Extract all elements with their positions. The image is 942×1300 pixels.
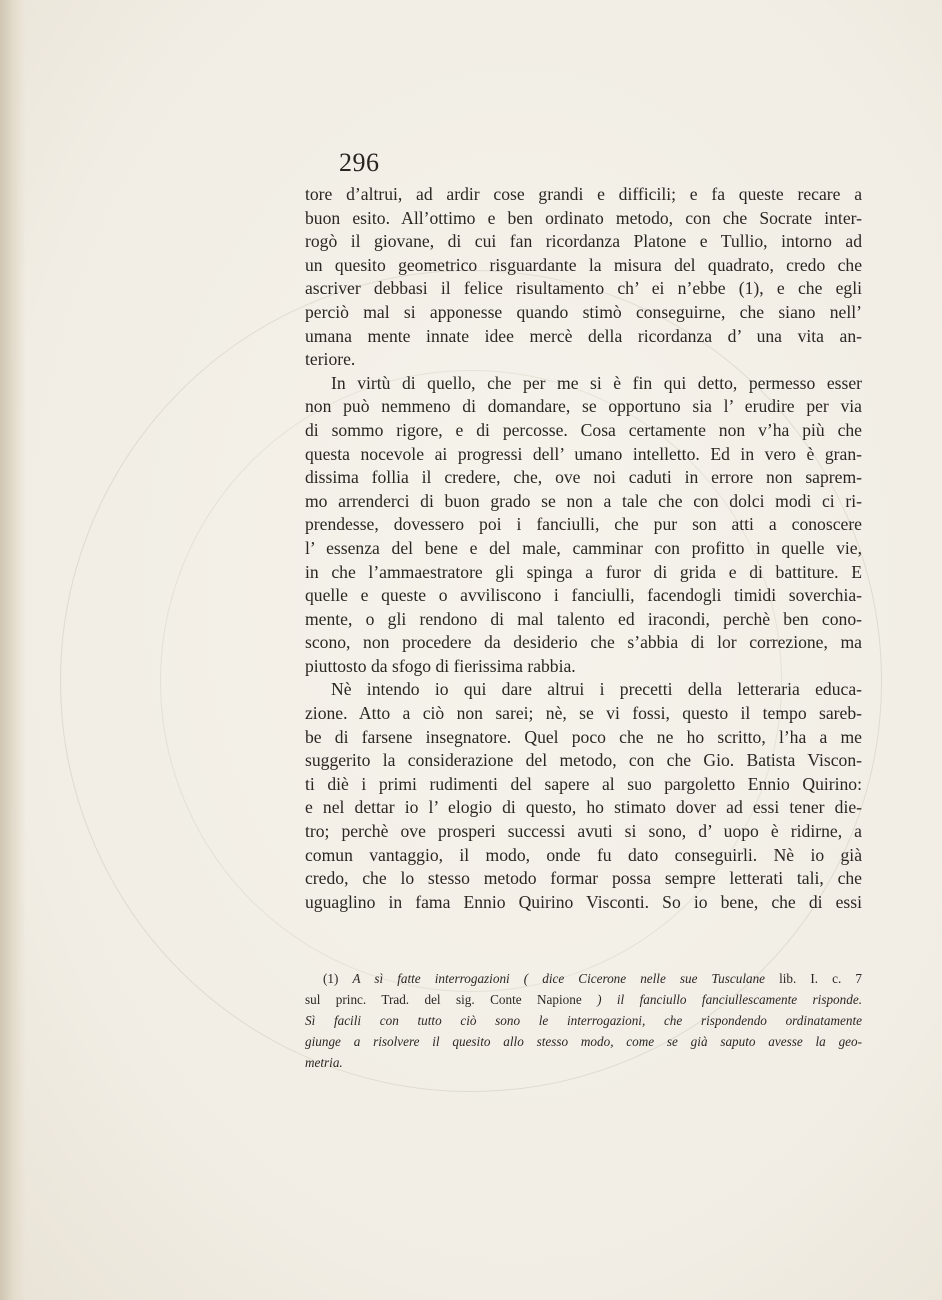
text-line: In virtù di quello, che per me si è fin qui detto, permesso esser	[331, 372, 862, 393]
text-line: Nè intendo io qui dare altrui i precetti della letteraria educa-	[331, 679, 862, 700]
text-line: be di farsene insegnatore. Quel poco che ne ho scritto, l’ha a me	[305, 726, 862, 747]
footnote	[305, 968, 862, 1073]
page-number: 296	[339, 148, 380, 177]
text-line: comun vantaggio, il modo, onde fu dato conseguirli. Nè io già	[305, 844, 862, 865]
text-line: piuttosto da sfogo di fierissima rabbia.	[305, 655, 576, 676]
text-line: suggerito la considerazione del metodo, con che Gio. Batista Viscon-	[305, 750, 862, 771]
text-line: mente, o gli rendono di mal talento ed iracondi, perchè ben cono-	[305, 608, 862, 629]
text-line: un quesito geometrico risguardante la misura del quadrato, credo che	[305, 254, 862, 275]
footnote-segment: lib. I. c. 7	[765, 971, 862, 986]
text-line: quelle e queste o avviliscono i fanciulli, facendogli timidi soverchia-	[305, 585, 862, 606]
text-line: dissima follia il credere, che, ove noi caduti in errore non saprem-	[305, 467, 862, 488]
text-line: prendesse, dovessero poi i fanciulli, che pur son atti a conoscere	[305, 514, 862, 535]
footnote-line	[305, 968, 862, 989]
text-line: tore d’altrui, ad ardir cose grandi e difficili; e fa queste recare a	[305, 184, 862, 204]
footnote-segment: metria.	[305, 1055, 343, 1070]
paragraph	[305, 183, 862, 372]
footnote-segment: A sì fatte interrogazioni ( dice Cicerone nelle sue Tusculane	[352, 971, 766, 986]
text-line: ti diè i primi rudimenti del sapere al suo pargoletto Ennio Quirino:	[305, 773, 862, 794]
text-line: e nel dettar io l’ elogio di questo, ho stimato dover ad essi tener die-	[305, 797, 862, 818]
text-line: ascriver debbasi il felice risultamento ch’ ei n’ebbe (1), e che egli	[305, 278, 862, 299]
footnote-segment: sul princ. Trad. del sig. Conte Napione	[305, 992, 598, 1007]
text-line: l’ essenza del bene e del male, camminar con profitto in quelle vie,	[305, 537, 862, 558]
text-line: perciò mal si apponesse quando stimò conseguirne, che siano nell’	[305, 301, 862, 322]
page-edge-shadow	[0, 0, 26, 1300]
footnote-line	[305, 1052, 862, 1073]
paragraph	[305, 372, 862, 679]
text-line: mo arrenderci di buon grado se non a tale che con dolci modi ci ri-	[305, 490, 862, 511]
footnote-segment: Sì facili con tutto ciò sono le interrogazioni, che rispondendo ordinatamente	[305, 1013, 862, 1028]
text-line: credo, che lo stesso metodo formar possa sempre letterati tali, che	[305, 868, 862, 889]
footnote-segment: giunge a risolvere il quesito allo stesso modo, come se già saputo avesse la geo-	[305, 1034, 862, 1049]
text-line: umana mente innate idee mercè della ricordanza d’ una vita an-	[305, 325, 862, 346]
text-line: scono, non procedere da desiderio che s’abbia di lor correzione, ma	[305, 632, 862, 653]
footnote-line	[305, 989, 862, 1010]
footnote-segment: (1)	[323, 971, 353, 986]
text-line: in che l’ammaestratore gli spinga a furor di grida e di battiture. E	[305, 561, 862, 582]
body-text	[305, 183, 862, 914]
text-line: non può nemmeno di domandare, se opportuno sia l’ erudire per via	[305, 396, 862, 417]
text-line: questa nocevole ai progressi dell’ umano intelletto. Ed in vero è gran-	[305, 443, 862, 464]
footnote-segment: ) il fanciullo fanciullescamente risponde.	[597, 992, 862, 1007]
text-line: rogò il giovane, di cui fan ricordanza Platone e Tullio, intorno ad	[305, 231, 862, 252]
paragraph	[305, 678, 862, 914]
text-line: zione. Atto a ciò non sarei; nè, se vi fossi, questo il tempo sareb-	[305, 703, 862, 724]
footnote-line	[305, 1010, 862, 1031]
text-line: tro; perchè ove prosperi successi avuti si sono, d’ uopo è ridirne, a	[305, 821, 862, 842]
text-line: uguaglino in fama Ennio Quirino Visconti. So io bene, che di essi	[305, 891, 862, 912]
text-line: di sommo rigore, e di percosse. Cosa certamente non v’ha più che	[305, 419, 862, 440]
text-line: teriore.	[305, 349, 356, 370]
footnote-line	[305, 1031, 862, 1052]
text-line: buon esito. All’ottimo e ben ordinato metodo, con che Socrate inter-	[305, 207, 862, 228]
